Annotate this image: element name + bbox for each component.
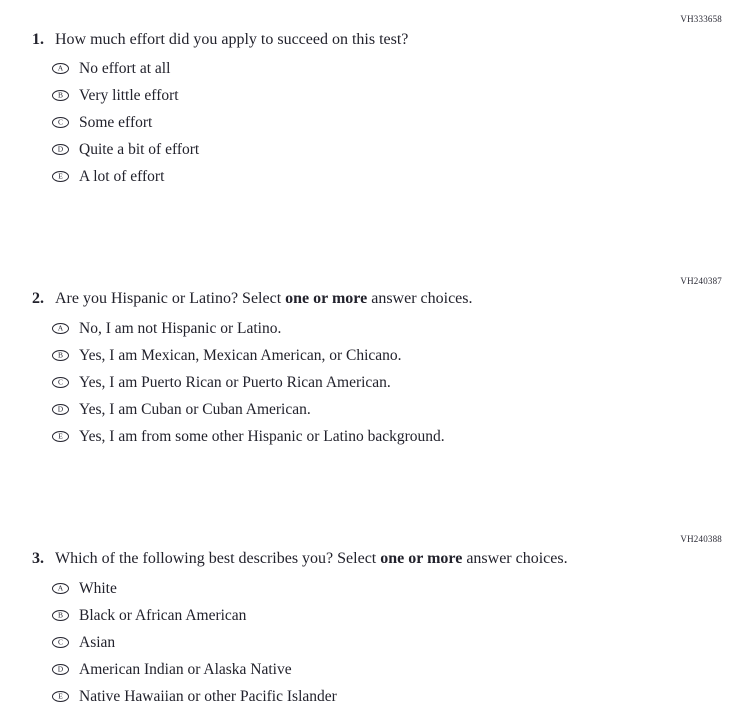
answer-bubble-b[interactable] <box>52 90 69 101</box>
option-row <box>52 396 445 423</box>
bubble-letter: C <box>57 377 63 387</box>
question-text-post: answer choices. <box>367 290 473 307</box>
bubble-letter: B <box>57 610 63 620</box>
bubble-letter: C <box>57 637 63 647</box>
bubble-letter: D <box>57 404 64 414</box>
question-text <box>55 290 473 307</box>
bubble-letter: A <box>57 63 64 73</box>
answer-bubble-e[interactable] <box>52 171 69 182</box>
option-row <box>52 575 337 602</box>
option-row <box>52 136 199 163</box>
bubble-letter: A <box>57 323 64 333</box>
option-label: Yes, I am Mexican, Mexican American, or Chicano. <box>79 346 402 364</box>
option-row <box>52 629 337 656</box>
question-text <box>55 550 568 567</box>
answer-bubble-e[interactable] <box>52 691 69 702</box>
answer-bubble-a[interactable] <box>52 323 69 334</box>
bubble-letter: B <box>57 350 63 360</box>
question-stem <box>32 30 408 49</box>
option-label: Some effort <box>79 113 153 131</box>
option-label: A lot of effort <box>79 167 165 185</box>
option-row <box>52 55 199 82</box>
question-number: 2. <box>32 290 44 307</box>
answer-bubble-c[interactable] <box>52 377 69 388</box>
option-row <box>52 342 445 369</box>
question-text-post: answer choices. <box>462 550 568 567</box>
option-label: No, I am not Hispanic or Latino. <box>79 319 282 337</box>
answer-options <box>52 55 199 190</box>
bubble-letter: D <box>57 664 64 674</box>
option-row <box>52 109 199 136</box>
option-label: Yes, I am Cuban or Cuban American. <box>79 400 311 418</box>
option-row <box>52 369 445 396</box>
answer-options <box>52 575 337 710</box>
question-accession-code: VH240388 <box>680 534 722 544</box>
question-accession-code: VH333658 <box>680 14 722 24</box>
answer-options <box>52 315 445 450</box>
answer-bubble-b[interactable] <box>52 610 69 621</box>
option-label: Quite a bit of effort <box>79 140 200 158</box>
question-stem <box>32 289 473 308</box>
bubble-letter: B <box>57 90 63 100</box>
question-accession-code: VH240387 <box>680 276 722 286</box>
question-text-bold: one or more <box>285 290 368 307</box>
bubble-letter: C <box>57 117 63 127</box>
answer-bubble-b[interactable] <box>52 350 69 361</box>
question-text-bold: one or more <box>380 550 463 567</box>
question-text-pre: Are you Hispanic or Latino? Select <box>55 290 286 307</box>
answer-bubble-a[interactable] <box>52 583 69 594</box>
option-row <box>52 315 445 342</box>
option-row <box>52 602 337 629</box>
answer-bubble-e[interactable] <box>52 431 69 442</box>
option-row <box>52 163 199 190</box>
bubble-letter: E <box>58 691 63 701</box>
option-label: American Indian or Alaska Native <box>79 660 292 678</box>
option-label: Very little effort <box>79 86 179 104</box>
option-label: Asian <box>79 633 116 651</box>
question-text-pre: Which of the following best describes you? Select <box>55 550 381 567</box>
answer-bubble-c[interactable] <box>52 117 69 128</box>
bubble-letter: D <box>57 144 64 154</box>
option-label: Yes, I am from some other Hispanic or Latino background. <box>79 427 445 445</box>
question-stem <box>32 549 568 568</box>
option-label: Native Hawaiian or other Pacific Islander <box>79 687 337 705</box>
question-text-pre: How much effort did you apply to succeed on this test? <box>55 31 409 48</box>
bubble-letter: E <box>58 431 63 441</box>
bubble-letter: A <box>57 583 64 593</box>
answer-bubble-d[interactable] <box>52 144 69 155</box>
answer-bubble-c[interactable] <box>52 637 69 648</box>
option-label: Black or African American <box>79 606 247 624</box>
option-label: Yes, I am Puerto Rican or Puerto Rican American. <box>79 373 391 391</box>
question-text <box>55 31 408 48</box>
option-label: White <box>79 579 117 597</box>
answer-bubble-a[interactable] <box>52 63 69 74</box>
option-row <box>52 82 199 109</box>
question-number: 3. <box>32 550 44 567</box>
answer-bubble-d[interactable] <box>52 664 69 675</box>
bubble-letter: E <box>58 171 63 181</box>
option-row <box>52 656 337 683</box>
question-number: 1. <box>32 31 44 48</box>
option-row <box>52 423 445 450</box>
option-row <box>52 683 337 710</box>
answer-bubble-d[interactable] <box>52 404 69 415</box>
option-label: No effort at all <box>79 59 171 77</box>
